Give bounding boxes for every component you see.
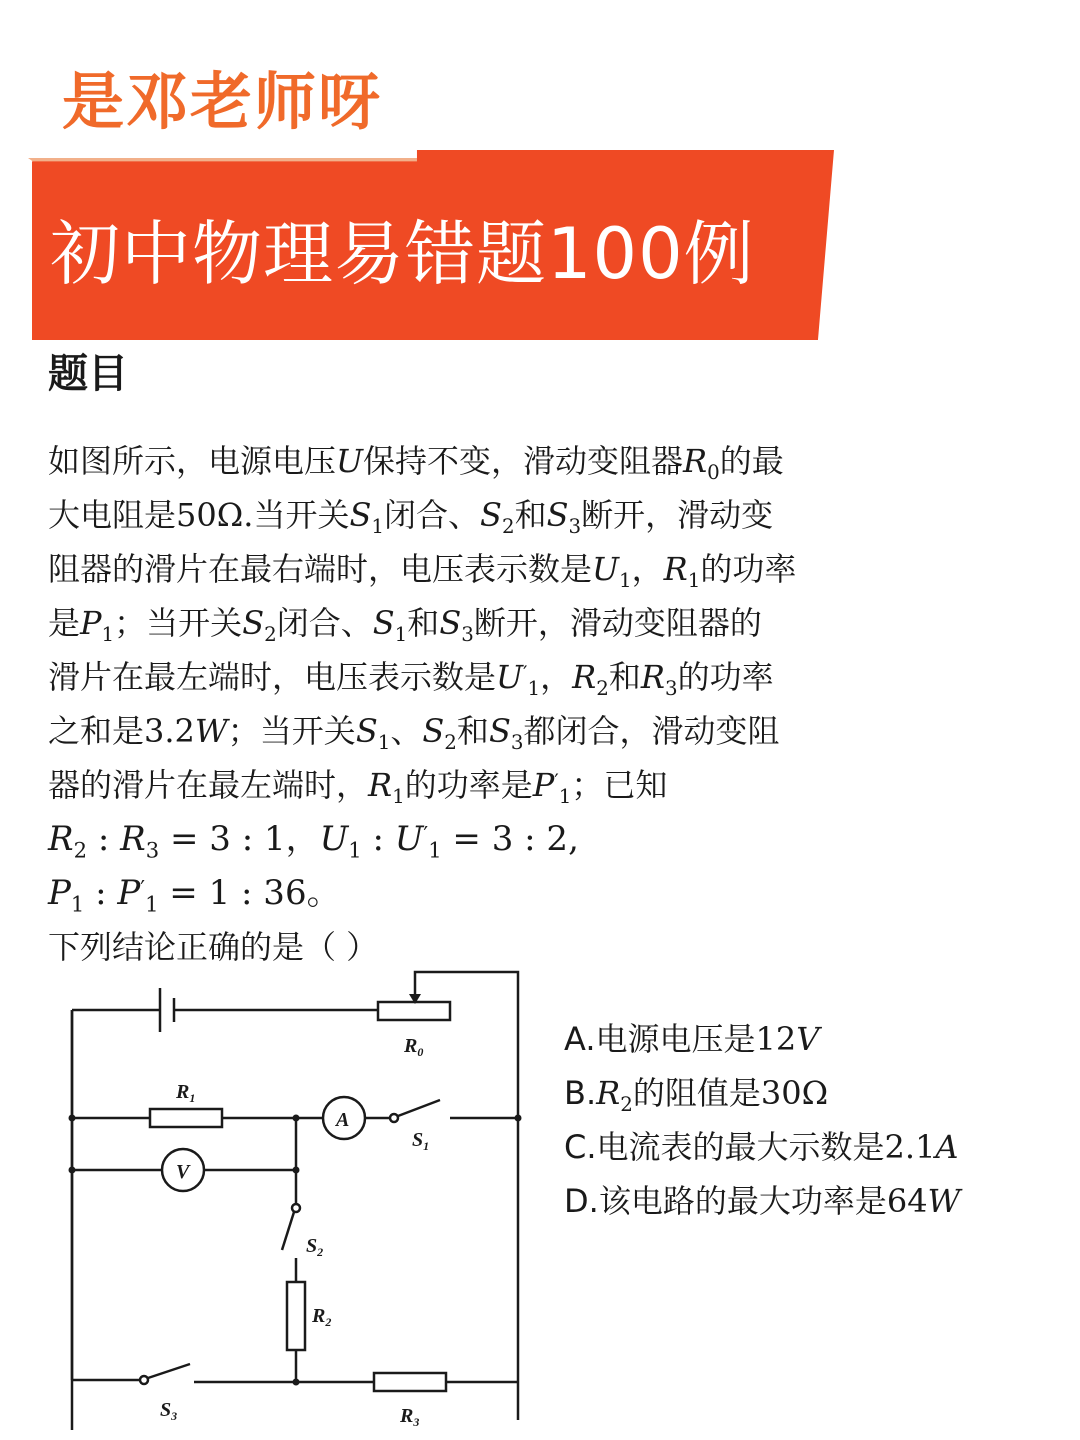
r1-label: $R_1$ [176,1081,196,1105]
option-b[interactable]: $B.R_2$的阻值是30Ω [564,1074,829,1116]
junction-voltmeter [293,1167,300,1174]
option-c[interactable]: C.电流表的最大示数是2.1A [564,1128,959,1166]
problem-line-4: 是$P_1$；当开关$S_2$闭合、$S_1$和$S_3$断开，滑动变阻器的 [48,604,762,646]
switch-s2-blade [282,1212,294,1250]
s2-label: $S_2$ [306,1235,324,1259]
voltmeter-label: V [176,1161,190,1183]
switch-s3-blade [148,1364,190,1378]
resistor-r3 [374,1373,446,1391]
junction-top-mid [293,1115,300,1122]
circuit-diagram [60,960,530,1430]
problem-line-3: 阻器的滑片在最右端时，电压表示数是$U_1$，$R_1$的功率 [48,550,797,592]
question-line: 下列结论正确的是（ ） [48,928,379,966]
junction-bottom [293,1379,300,1386]
problem-line-2: 大电阻是50Ω.当开关$S_1$闭合、$S_2$和$S_3$断开，滑动变 [48,496,774,538]
section-title: 题目 [48,351,128,397]
author-brand: 是邓老师呀 [62,65,383,138]
junction-left-v [69,1167,76,1174]
answer-options [564,1012,960,1228]
problem-line-7: 器的滑片在最左端时，$R_1$的功率是$P'_1$；已知 [48,766,668,808]
problem-line-6: 之和是3.2W；当开关$S_1$、$S_2$和$S_3$都闭合，滑动变阻 [48,712,780,754]
r3-label: $R_3$ [400,1405,420,1429]
junction-left-r1 [69,1115,76,1122]
resistor-r0 [378,1002,450,1020]
option-d[interactable]: D.该电路的最大功率是64W [564,1182,961,1220]
r2-label: $R_2$ [312,1305,332,1329]
problem-line-5: 滑片在最左端时，电压表示数是$U'_1$，$R_2$和$R_3$的功率 [48,658,774,700]
resistor-r1 [150,1109,222,1127]
switch-s1-blade [398,1100,440,1116]
junction-right [515,1115,522,1122]
ratio-line-2: $P_1$ : $P'_1 = 1$ : 36。 [48,873,341,917]
s3-label: $S_3$ [160,1399,178,1423]
r0-slider-wire [415,972,518,1420]
r0-label: $R_0$ [404,1035,424,1059]
problem-text [48,434,898,974]
s1-label: $S_1$ [412,1129,430,1153]
s1-pivot [390,1114,398,1122]
ammeter-label: A [336,1109,350,1131]
s2-pivot [292,1204,300,1212]
banner-title: 初中物理易错题100例 [50,213,755,295]
problem-line-1: 如图所示，电源电压U保持不变，滑动变阻器$R_0$的最 [48,442,784,484]
resistor-r2 [287,1282,305,1350]
option-a[interactable]: A.电源电压是12V [564,1020,820,1058]
ratio-line-1: $R_2$ : $R_3 = 3$ : 1，$U_1$ : $U'_1 = 3$ : 2, [48,819,579,863]
s3-pivot [140,1376,148,1384]
